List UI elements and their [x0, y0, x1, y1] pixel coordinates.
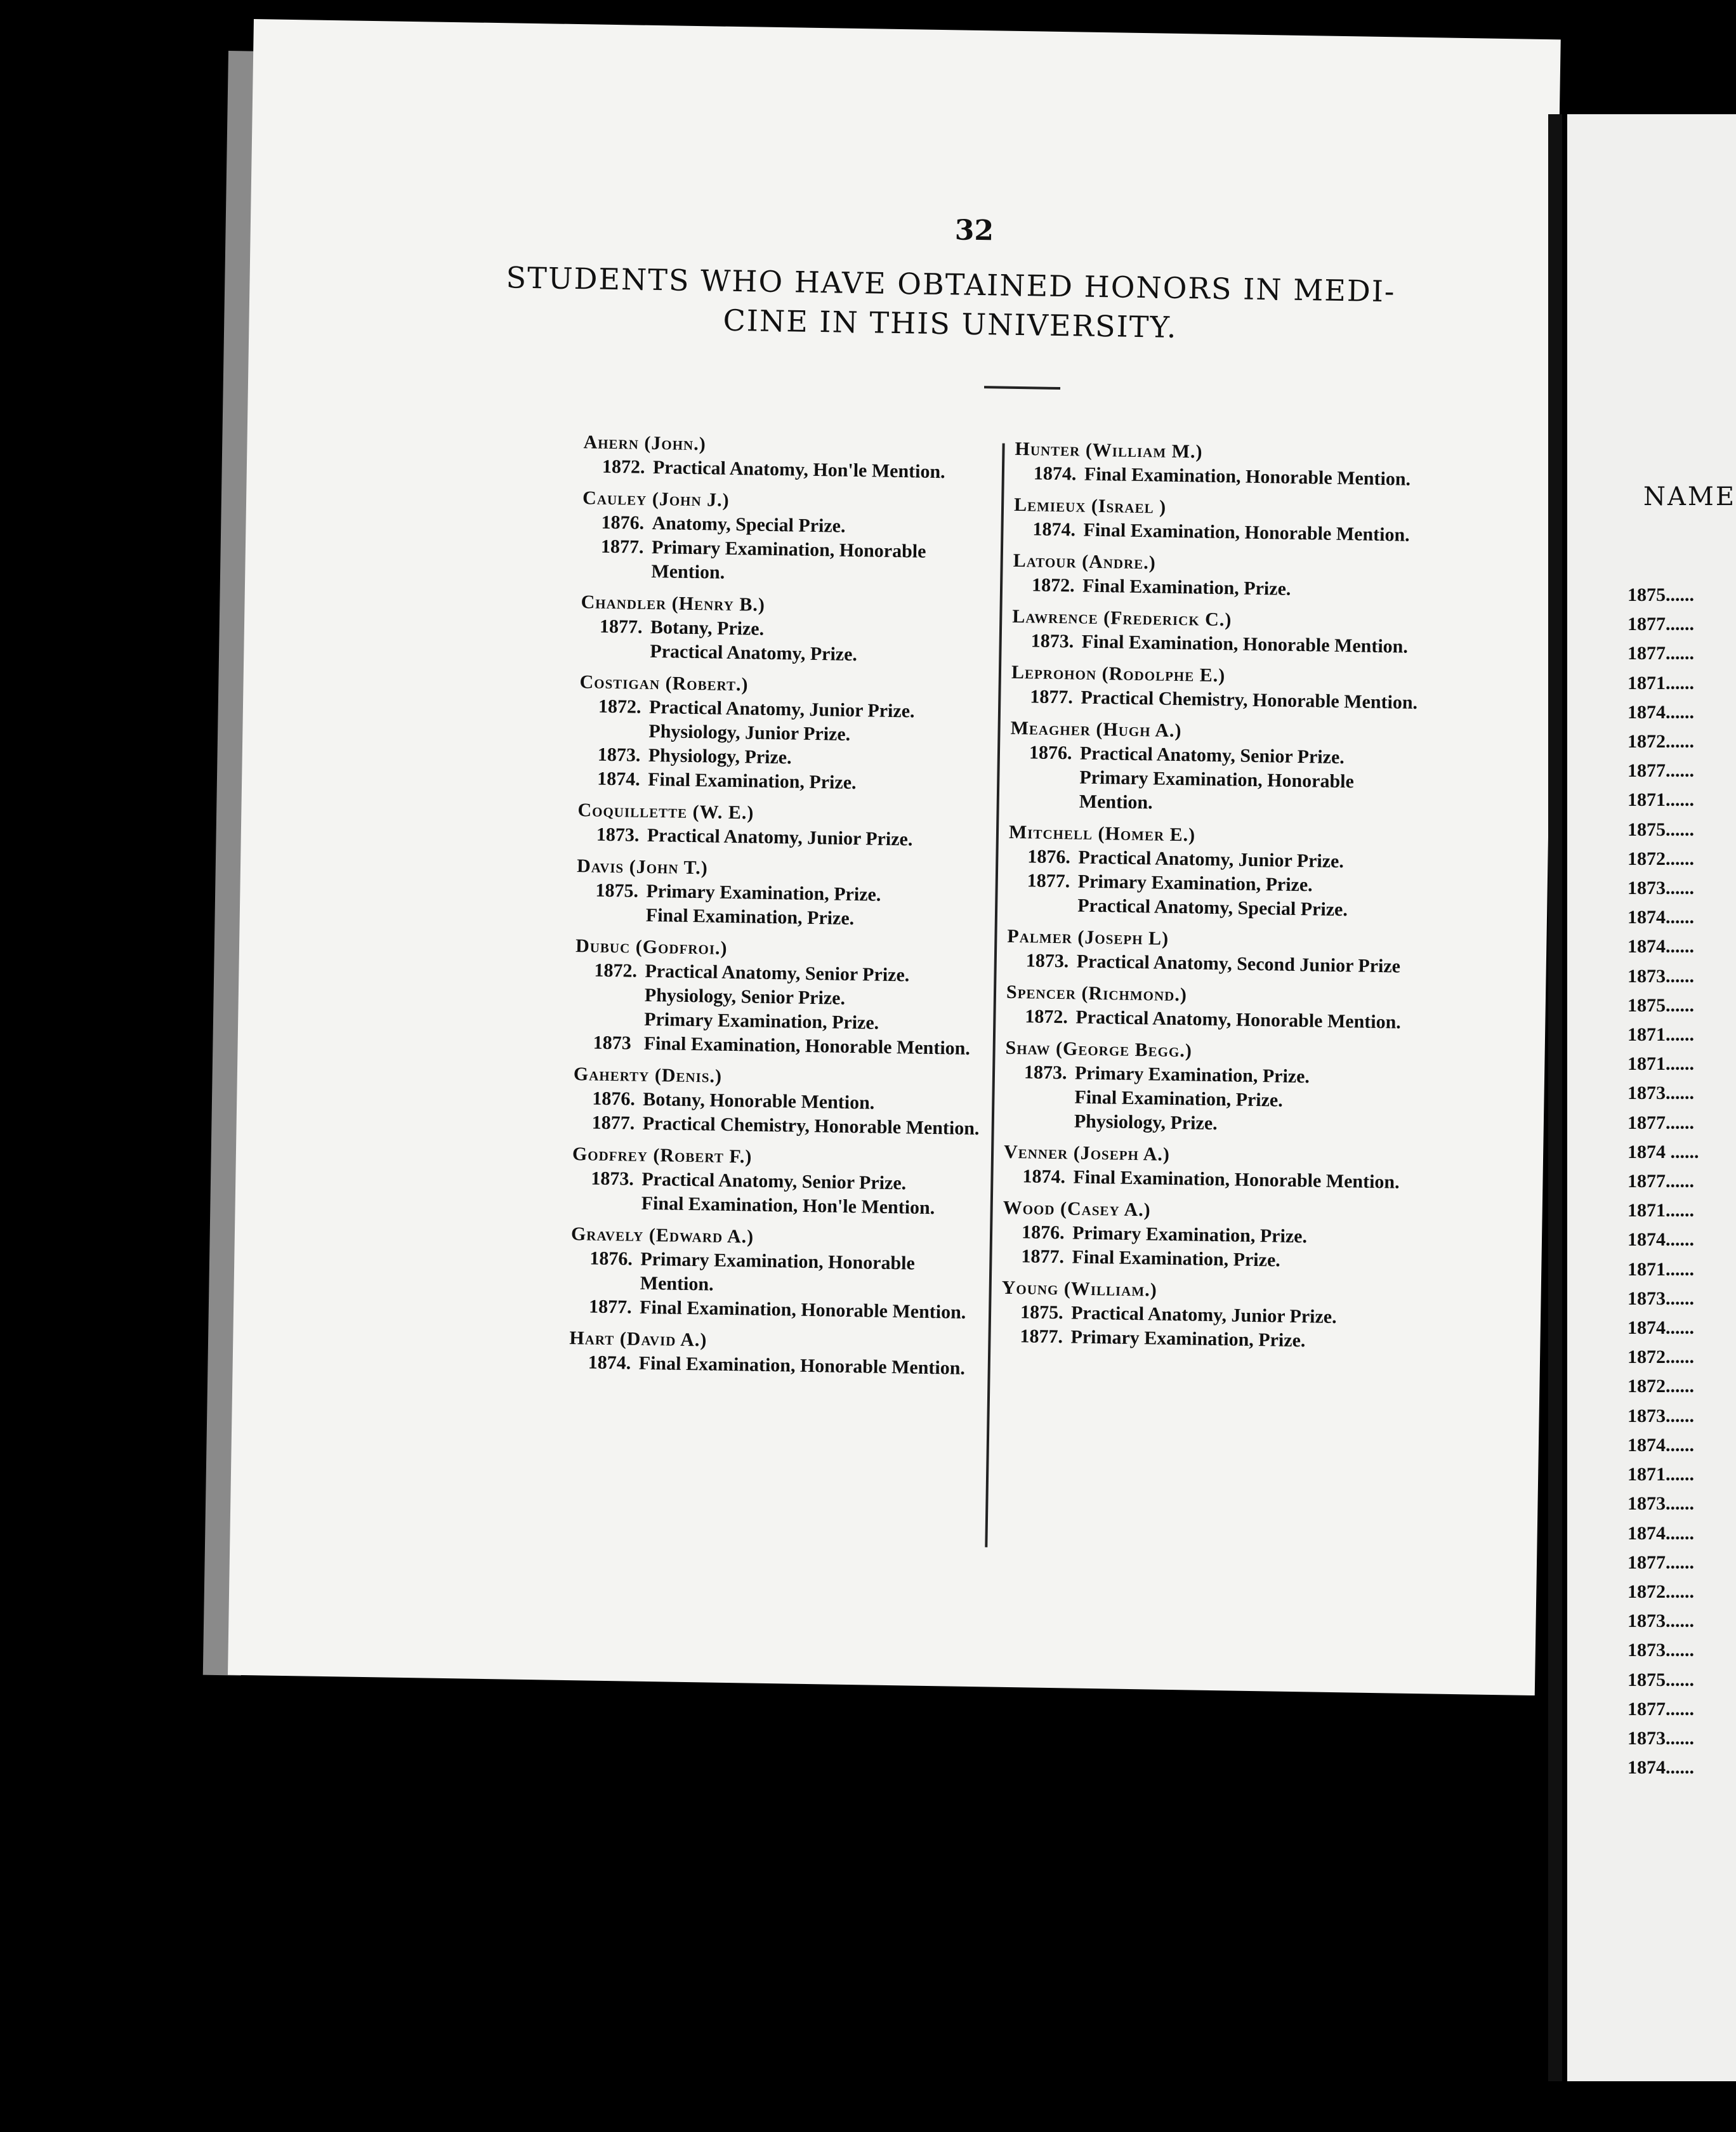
student-entry	[1008, 820, 1421, 923]
next-page-year: 1873......	[1628, 878, 1694, 899]
student-entry	[1001, 1276, 1414, 1355]
student-name: Coquillette (W. E.)	[577, 800, 754, 824]
student-entry	[1013, 493, 1426, 548]
student-name: Leprohon (Rodolphe E.)	[1011, 661, 1226, 687]
next-page-year: 1877......	[1628, 1171, 1694, 1192]
next-page-heading: NAME	[1643, 482, 1736, 511]
award-year: 1877.	[599, 615, 643, 638]
award-text: Final Examination, Prize.	[1082, 575, 1291, 600]
award-year: 1873.	[591, 1168, 635, 1190]
student-entry	[574, 934, 988, 1061]
student-entry	[1003, 1140, 1416, 1195]
student-entry	[1002, 1196, 1416, 1275]
next-page-year: 1874......	[1628, 1522, 1694, 1544]
student-entry	[1004, 1036, 1418, 1139]
award-row	[581, 534, 994, 589]
next-page-year: 1872......	[1628, 1346, 1694, 1368]
award-text: Practical Anatomy, Junior Prize.	[1078, 846, 1345, 872]
award-year: 1875.	[595, 879, 639, 902]
award-year: 1873.	[1023, 1062, 1067, 1084]
award-year: 1874.	[1032, 518, 1076, 541]
award-text: Practical Anatomy, Senior Prize.	[641, 1168, 907, 1194]
award-year: 1874.	[588, 1352, 631, 1374]
student-entry	[583, 430, 996, 485]
award-year: 1874.	[1022, 1166, 1066, 1188]
award-text: Practical Anatomy, Junior Prize.	[1070, 1302, 1337, 1328]
student-name: Hunter (William M.)	[1015, 438, 1203, 463]
award-text: Anatomy, Special Prize.	[652, 512, 846, 537]
right-column	[1001, 437, 1428, 1362]
student-entry	[569, 1326, 982, 1381]
next-page-year: 1872......	[1628, 1376, 1694, 1397]
award-year: 1875.	[1020, 1301, 1063, 1324]
next-page-year: 1873......	[1628, 1727, 1694, 1749]
student-name: Young (William.)	[1001, 1277, 1157, 1301]
award-year	[1028, 765, 1079, 813]
student-entry	[1007, 925, 1420, 979]
award-year: 1877.	[1020, 1326, 1063, 1348]
award-year: 1873.	[597, 744, 641, 766]
title-line-2: CINE IN THIS UNIVERSITY.	[723, 303, 1178, 345]
next-page-year: 1871......	[1628, 1024, 1694, 1046]
next-page-year: 1875......	[1628, 584, 1694, 605]
next-page-year: 1871......	[1628, 789, 1694, 811]
award-text: Final Examination, Prize.	[1072, 1246, 1281, 1271]
student-name: Meagher (Hugh A.)	[1010, 717, 1182, 742]
award-year: 1872.	[594, 959, 638, 982]
award-text: Practical Anatomy, Second Junior Prize	[1076, 951, 1401, 977]
student-entry	[1015, 437, 1428, 492]
award-text: Primary Examination, Prize.	[1077, 871, 1313, 896]
award-text: Botany, Honorable Mention.	[643, 1088, 875, 1114]
student-name: Spencer (Richmond.)	[1006, 981, 1188, 1006]
student-name: Shaw (George Begg.)	[1005, 1037, 1193, 1062]
student-entry	[572, 1062, 986, 1141]
award-year: 1874.	[597, 768, 641, 790]
award-year	[590, 1191, 641, 1216]
next-page-year: 1873......	[1628, 1610, 1694, 1632]
next-page-year: 1877......	[1628, 760, 1694, 782]
award-text: Physiology, Senior Prize.	[644, 984, 846, 1009]
award-text: Practical Chemistry, Honorable Mention.	[642, 1112, 980, 1140]
student-entry	[1009, 716, 1423, 819]
award-row	[570, 1246, 983, 1301]
book-page	[228, 19, 1561, 1695]
award-text: Final Examination, Honorable Mention.	[1073, 1166, 1400, 1193]
next-page-year: 1873......	[1628, 1082, 1694, 1104]
student-name: Wood (Casey A.)	[1003, 1197, 1151, 1221]
student-name: Hart (David A.)	[569, 1327, 707, 1351]
title-line-1: STUDENTS WHO HAVE OBTAINED HONORS IN MEDI-	[506, 260, 1396, 309]
student-name: Costigan (Robert.)	[579, 671, 749, 695]
next-page-year: 1877......	[1628, 643, 1694, 664]
next-page-year: 1872......	[1628, 731, 1694, 753]
award-year: 1877.	[588, 1296, 632, 1318]
award-year: 1876.	[1021, 1221, 1065, 1244]
next-page-year: 1874......	[1628, 1229, 1694, 1251]
student-entry	[1013, 549, 1426, 603]
award-year: 1872.	[598, 695, 641, 718]
next-page-year: 1874......	[1628, 701, 1694, 723]
award-year: 1877.	[600, 536, 644, 558]
page-number: 32	[954, 214, 994, 247]
award-text: Final Examination, Prize.	[647, 768, 857, 794]
student-entry	[1011, 605, 1424, 659]
title-rule	[984, 386, 1060, 390]
award-text: Final Examination, Honorable Mention.	[1081, 631, 1409, 657]
next-page-year: 1874 ......	[1628, 1141, 1699, 1162]
award-text: Practical Anatomy, Junior Prize.	[647, 824, 913, 850]
award-year: 1876.	[1027, 846, 1071, 868]
next-page-year: 1874......	[1628, 907, 1694, 928]
student-entry	[571, 1142, 985, 1221]
award-year: 1877.	[1027, 870, 1070, 892]
student-name: Lawrence (Frederick C.)	[1012, 605, 1232, 631]
award-year	[598, 719, 649, 744]
award-text: Practical Anatomy, Hon'le Mention.	[652, 456, 945, 483]
student-name: Godfrey (Robert F.)	[572, 1143, 753, 1168]
award-year: 1872.	[1025, 1006, 1069, 1028]
next-page-year: 1871......	[1628, 672, 1694, 694]
award-text: Primary Examination, Prize.	[1074, 1062, 1310, 1088]
next-page-year: 1871......	[1628, 1053, 1694, 1075]
award-text: Practical Anatomy, Honorable Mention.	[1075, 1006, 1402, 1033]
award-text: Final Examination, Prize.	[1074, 1086, 1284, 1111]
award-text: Final Examination, Honorable Mention.	[638, 1352, 966, 1379]
page-title	[363, 256, 1538, 353]
award-year: 1874.	[1033, 463, 1077, 485]
student-name: Latour (Andre.)	[1013, 549, 1157, 574]
book-gutter	[1548, 114, 1562, 2081]
award-year: 1873.	[596, 824, 640, 846]
student-name: Mitchell (Homer E.)	[1008, 821, 1196, 846]
award-year	[595, 903, 647, 928]
next-page-year: 1872......	[1628, 1581, 1694, 1602]
award-year	[1023, 1084, 1075, 1109]
next-page-year: 1877......	[1628, 1112, 1694, 1133]
student-name: Gaherty (Denis.)	[573, 1063, 723, 1087]
award-row	[1009, 765, 1422, 819]
next-page-year: 1873......	[1628, 1287, 1694, 1309]
next-page-year-list	[1628, 581, 1699, 1782]
student-entry	[578, 670, 992, 797]
award-year: 1872.	[1031, 574, 1075, 596]
student-name: Lemieux (Israel )	[1013, 494, 1167, 518]
student-name: Davis (John T.)	[576, 855, 709, 879]
award-text: Primary Examination, Honorable Mention.	[651, 536, 926, 583]
award-text: Practical Anatomy, Special Prize.	[1077, 895, 1348, 921]
next-page-year: 1873......	[1628, 1640, 1694, 1661]
award-text: Primary Examination, Prize.	[1070, 1326, 1306, 1352]
student-entry	[576, 854, 990, 933]
next-page-year: 1872......	[1628, 848, 1694, 869]
next-page-year: 1875......	[1628, 994, 1694, 1016]
student-name: Gravely (Edward A.)	[570, 1223, 754, 1247]
student-name: Cauley (John J.)	[582, 487, 730, 511]
award-year: 1873.	[1025, 950, 1069, 972]
student-name: Dubuc (Godfroi.)	[575, 935, 728, 959]
award-year: 1876.	[589, 1247, 633, 1270]
student-name: Palmer (Joseph L)	[1007, 925, 1169, 949]
award-text: Physiology, Prize.	[648, 744, 792, 768]
award-year: 1877.	[1021, 1246, 1065, 1268]
award-text: Final Examination, Honorable Mention.	[1084, 463, 1411, 490]
award-text: Final Examination, Hon'le Mention.	[641, 1192, 935, 1219]
award-text: Physiology, Prize.	[1074, 1110, 1218, 1135]
next-page-year: 1874......	[1628, 1434, 1694, 1456]
student-name: Venner (Joseph A.)	[1003, 1141, 1171, 1165]
award-text: Practical Chemistry, Honorable Mention.	[1081, 687, 1418, 713]
student-name: Chandler (Henry B.)	[581, 591, 766, 615]
award-text: Primary Examination, Honorable Mention.	[1079, 767, 1355, 813]
student-entry	[577, 798, 990, 853]
award-text: Primary Examination, Prize.	[644, 1008, 879, 1034]
award-year: 1873.	[1030, 630, 1074, 652]
award-text: Primary Examination, Honorable Mention.	[640, 1248, 916, 1295]
student-name: Ahern (John.)	[583, 431, 706, 455]
next-page-year: 1877......	[1628, 1551, 1694, 1573]
award-year	[1027, 893, 1078, 918]
next-page-year: 1871......	[1628, 1464, 1694, 1485]
award-year: 1873	[593, 1032, 631, 1054]
award-text: Final Examination, Honorable Mention.	[1083, 519, 1410, 546]
student-entry	[581, 486, 995, 589]
next-page-year: 1873......	[1628, 1405, 1694, 1426]
award-text: Practical Anatomy, Senior Prize.	[645, 960, 910, 986]
next-page	[1567, 114, 1736, 2081]
award-year: 1877.	[1030, 686, 1074, 708]
award-year: 1876.	[601, 511, 645, 534]
left-column	[569, 430, 996, 1388]
award-year	[593, 1007, 645, 1032]
student-entry	[580, 590, 994, 669]
award-year: 1877.	[591, 1112, 635, 1134]
next-page-year: 1873......	[1628, 1493, 1694, 1515]
award-text: Final Examination, Prize.	[645, 904, 855, 930]
student-entry	[1006, 980, 1419, 1035]
next-page-year: 1873......	[1628, 965, 1694, 987]
next-page-year: 1875......	[1628, 1669, 1694, 1690]
next-page-year: 1874......	[1628, 1317, 1694, 1339]
award-text: Botany, Prize.	[650, 616, 765, 640]
award-text: Practical Anatomy, Junior Prize.	[648, 696, 915, 722]
award-year: 1876.	[592, 1088, 636, 1110]
award-text: Practical Anatomy, Prize.	[650, 640, 858, 666]
award-text: Practical Anatomy, Senior Prize.	[1079, 742, 1345, 768]
next-page-year: 1877......	[1628, 1698, 1694, 1720]
next-page-year: 1871......	[1628, 1258, 1694, 1280]
next-page-year: 1874......	[1628, 1757, 1694, 1779]
next-page-year: 1877......	[1628, 614, 1694, 635]
award-year: 1876.	[1029, 742, 1072, 764]
next-page-year: 1875......	[1628, 819, 1694, 840]
award-year	[599, 639, 650, 664]
award-year: 1872.	[602, 456, 645, 478]
award-text: Final Examination, Honorable Mention.	[639, 1296, 966, 1323]
student-entry	[1011, 661, 1424, 715]
next-page-year: 1871......	[1628, 1200, 1694, 1221]
award-year	[594, 983, 645, 1008]
next-page-year: 1874......	[1628, 936, 1694, 957]
award-text: Final Examination, Honorable Mention.	[643, 1032, 971, 1059]
award-text: Primary Examination, Prize.	[646, 880, 881, 905]
award-text: Primary Examination, Prize.	[1072, 1222, 1308, 1247]
student-entry	[570, 1222, 983, 1325]
award-text: Physiology, Junior Prize.	[648, 720, 851, 745]
award-year	[1023, 1109, 1075, 1133]
